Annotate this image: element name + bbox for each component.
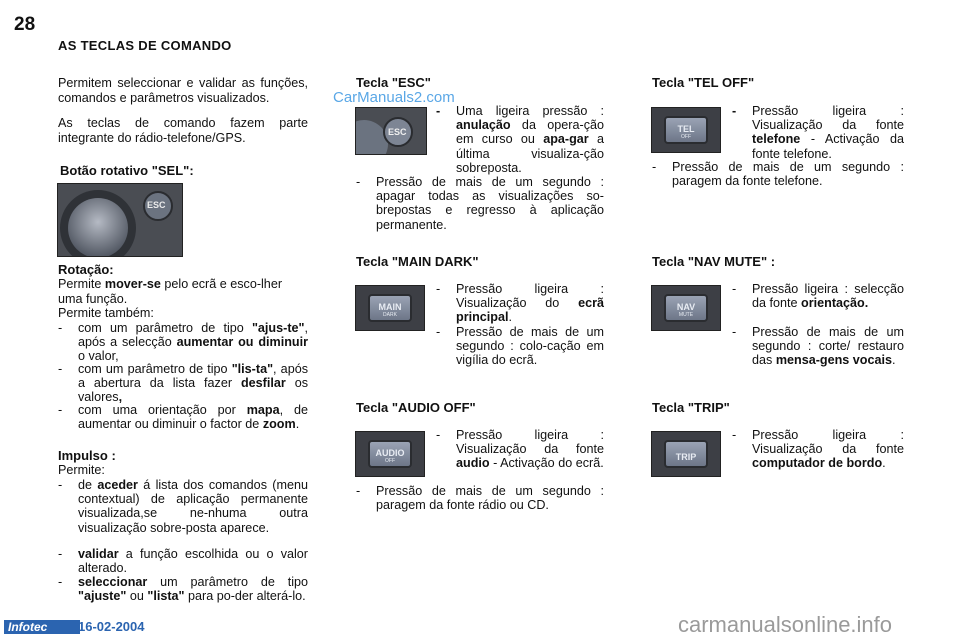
main-dark-title: Tecla "MAIN DARK" [356,254,479,269]
nav-mute-button-label: NAV [676,302,696,312]
list-item: - com um parâmetro de tipo "lis-ta", após a abertura da lista fazer desfilar os valores, [58,362,308,405]
trip-key-image [651,431,721,477]
list-item: - Pressão ligeira : selecção da fonte orientação. [732,282,904,311]
main-dark-button-label: MAIN [378,302,402,312]
list-item: - Pressão de mais de um segundo : apagar todas as visualizações so-brepostas e regresso à aplicação permanente. [356,175,604,232]
list-item: - Pressão de mais de um segundo : corte/ restauro das mensa-gens vocais. [732,325,904,368]
footer-site-watermark: carmanualsonline.info [678,612,893,637]
also-text: Permite também: [58,306,154,320]
nav-mute-title: Tecla "NAV MUTE" : [652,254,776,269]
list-item: - Pressão ligeira : Visualização da fonte telefone - Activação da fonte telefone. [732,104,904,161]
list-item: - com uma orientação por mapa, de aumentar ou diminuir o factor de zoom. [58,403,308,432]
trip-button-label: TRIP [675,452,697,462]
audio-off-button-icon [368,440,412,468]
main-dark-button-sublabel: DARK [383,312,397,318]
rotation-text: Permite mover-se pelo ecrã e esco-lher uma função. [58,277,283,306]
audio-off-title: Tecla "AUDIO OFF" [356,400,476,415]
esc-key-image [355,107,427,155]
impulse-intro: Permite: [58,463,105,477]
list-item: - Pressão ligeira : Visualização do ecrã principal. [436,282,604,325]
tel-off-button-label: TEL [677,124,695,134]
sel-esc-label: ESC [147,200,166,210]
footer-date: 16-02-2004 [78,619,145,634]
trip-button-icon [664,440,708,468]
trip-title: Tecla "TRIP" [652,400,730,415]
nav-mute-button-icon [664,294,708,322]
esc-key-label: ESC [388,127,407,137]
list-item: - validar a função escolhida ou o valor alterado. [58,547,308,576]
list-item: - Pressão ligeira : Visualização da fonte computador de bordo. [732,428,904,471]
main-dark-key-image [355,285,425,331]
audio-off-key-image [355,431,425,477]
audio-off-button-sublabel: OFF [385,458,395,464]
list-item: - Uma ligeira pressão : anulação da opera-ção em curso ou apa-gar a última visualiza-ção sobreposta. [436,104,604,175]
sel-knob-image [57,183,183,257]
tel-off-button-sublabel: OFF [681,134,691,140]
esc-title: Tecla "ESC" [356,75,431,90]
nav-mute-key-image [651,285,721,331]
audio-off-button-label: AUDIO [375,448,405,458]
list-item: - de aceder á lista dos comandos (menu contextual) de aplicação permanente visualizada,se ne-nhuma outra visualização sobre-posta aparece. [58,478,308,535]
main-dark-button-icon [368,294,412,322]
rotation-title: Rotação: [58,262,114,277]
infotec-logo: Infotec [4,620,80,634]
rotation-emph: mover-se [104,277,161,291]
list-item: - Pressão de mais de um segundo : colo-cação em vigília do ecrã. [436,325,604,368]
impulse-title: Impulso : [58,448,116,463]
tel-off-button-icon [664,116,708,144]
section-title: AS TECLAS DE COMANDO [58,38,232,53]
list-item: - seleccionar um parâmetro de tipo "ajuste" ou "lista" para po-der alterá-lo. [58,575,308,604]
intro-paragraph-1: Permitem seleccionar e validar as funções, comandos e parâmetros visualizados. [58,76,308,105]
list-item: - Pressão de mais de um segundo : paragem da fonte telefone. [652,160,904,189]
rotary-knob-icon [58,184,182,256]
list-item: - com um parâmetro de tipo "ajus-te", após a selecção aumentar ou diminuir o valor, [58,321,309,364]
list-item: - Pressão ligeira : Visualização da fonte audio - Activação do ecrã. [436,428,604,471]
list-item: - Pressão de mais de um segundo : paragem da fonte rádio ou CD. [356,484,604,513]
tel-off-key-image [651,107,721,153]
page-number: 28 [14,14,36,35]
tel-off-title: Tecla "TEL OFF" [652,75,755,90]
intro-paragraph-2: As teclas de comando fazem parte integrante do rádio-telefone/GPS. [58,116,308,145]
sel-title: Botão rotativo "SEL": [60,163,194,178]
watermark-text: CarManuals2.com [333,89,455,106]
nav-mute-button-sublabel: MUTE [678,312,694,318]
